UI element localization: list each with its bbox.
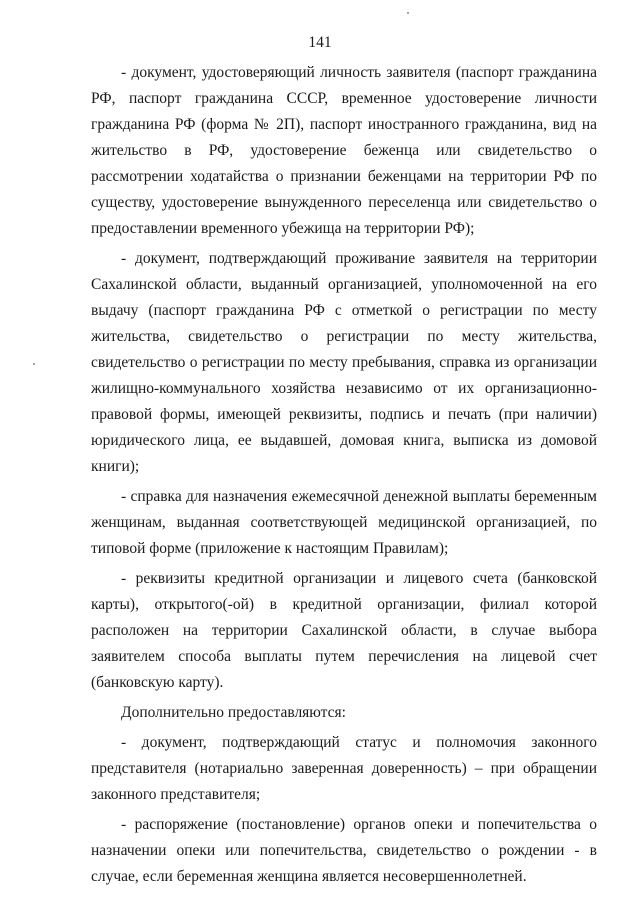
paragraph-residence-document: - документ, подтверждающий проживание заявителя на территории Сахалинской области, выданный организацией, уполномоченной на его выдачу (паспорт гражданина РФ с отметкой о регистрации по месту жительства, свидетельство о регистрации по месту жительства, свидетельство о регистрации по месту пребывания, справка из организации жилищно-коммунального хозяйства независимо от их организационно-правовой формы, имеющей реквизиты, подпись и печать (при наличии) юридического лица, ее выдавшей, домовая книга, выписка из домовой книги);	[91, 250, 597, 475]
paragraph-bank-details: - реквизиты кредитной организации и лицевого счета (банковской карты), открытого(-ой) в кредитной организации, филиал которой расположен на территории Сахалинской области, в случае выбора заявителем способа выплаты путем перечисления на лицевой счет (банковскую карту).	[91, 570, 597, 691]
paragraph-identity-document: - документ, удостоверяющий личность заявителя (паспорт гражданина РФ, паспорт гражданина СССР, временное удостоверение личности гражданина РФ (форма № 2П), паспорт иностранного гражданина, вид на жительство в РФ, удостоверение беженца или свидетельство о рассмотрении ходатайства о признании беженцами на территории РФ по существу, удостоверение вынужденного переселенца или свидетельство о предоставлении временного убежища на территории РФ);	[91, 64, 597, 237]
paragraph-additional-heading: Дополнительно предоставляются:	[121, 704, 346, 721]
document-body	[91, 60, 597, 890]
page-number: 141	[308, 34, 332, 51]
paragraph-medical-certificate: - справка для назначения ежемесячной денежной выплаты беременным женщинам, выданная соответствующей медицинской организацией, по типовой форме (приложение к настоящим Правилам);	[91, 488, 597, 557]
paragraph-representative-authority: - документ, подтверждающий статус и полномочия законного представителя (нотариально заверенная доверенность) – при обращении законного представителя;	[91, 734, 597, 803]
scan-speck	[407, 12, 409, 14]
paragraph-guardianship-order: - распоряжение (постановление) органов опеки и попечительства о назначении опеки или попечительства, свидетельство о рождении - в случае, если беременная женщина является несовершеннолетней.	[91, 816, 597, 885]
scan-speck	[33, 363, 35, 365]
